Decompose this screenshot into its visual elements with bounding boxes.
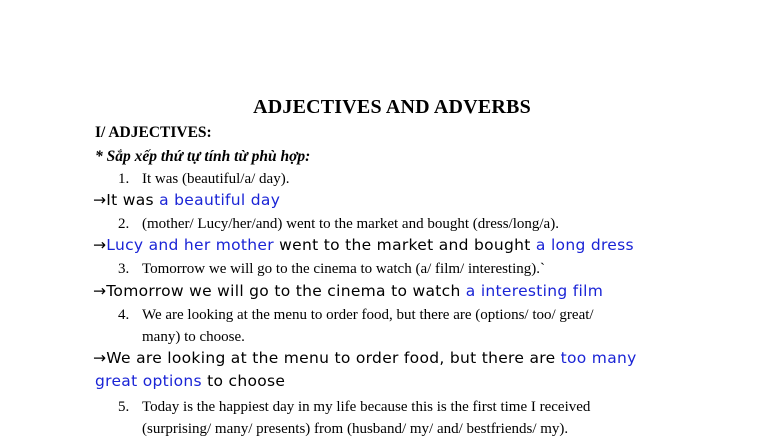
question-number: 4. <box>118 307 130 323</box>
question-text <box>142 396 672 440</box>
question-1 <box>118 168 290 190</box>
question-2 <box>118 213 559 235</box>
question-text: Tomorrow we will go to the cinema to watch (a/ film/ interesting).` <box>142 261 546 277</box>
answer-highlight: a long dress <box>535 236 634 254</box>
question-number: 1. <box>118 171 130 187</box>
question-5 <box>118 396 591 437</box>
question-3 <box>118 258 546 280</box>
question-line: (surprising/ many/ presents) from (husband/ my/ and/ bestfriends/ my). <box>142 421 569 437</box>
question-number: 2. <box>118 216 130 232</box>
answer-3 <box>93 280 603 303</box>
question-text: It was (beautiful/a/ day). <box>142 171 290 187</box>
answer-1 <box>93 189 280 212</box>
page-title: ADJECTIVES AND ADVERBS <box>253 96 531 118</box>
answer-highlight: Lucy and her mother <box>106 236 274 254</box>
answer-text: went to the market and bought <box>273 236 536 254</box>
answer-2 <box>93 234 634 257</box>
answer-highlight: a beautiful day <box>159 191 281 209</box>
answer-highlight: great options <box>95 372 202 390</box>
section-heading: I/ ADJECTIVES: <box>95 124 212 141</box>
answer-text: →Tomorrow we will go to the cinema to watch <box>93 282 466 300</box>
answer-4 <box>93 347 637 370</box>
answer-text: → <box>93 236 107 254</box>
answer-highlight: too many <box>560 349 637 367</box>
answer-text: →It was <box>93 191 160 209</box>
question-4 <box>118 304 594 345</box>
question-line: We are looking at the menu to order food, but there are (options/ too/ great/ <box>142 307 594 323</box>
question-text <box>142 304 672 348</box>
instruction-text: * Sắp xếp thứ tự tính từ phù hợp: <box>95 148 311 165</box>
question-number: 5. <box>118 399 130 415</box>
answer-text: to choose <box>201 372 286 390</box>
question-line: many) to choose. <box>142 329 245 345</box>
question-text: (mother/ Lucy/her/and) went to the market and bought (dress/long/a). <box>142 216 559 232</box>
question-line: Today is the happiest day in my life because this is the first time I received <box>142 399 591 415</box>
answer-4-continued <box>95 370 285 393</box>
answer-highlight: a interesting film <box>465 282 604 300</box>
answer-text: →We are looking at the menu to order food, but there are <box>93 349 561 367</box>
question-number: 3. <box>118 261 130 277</box>
